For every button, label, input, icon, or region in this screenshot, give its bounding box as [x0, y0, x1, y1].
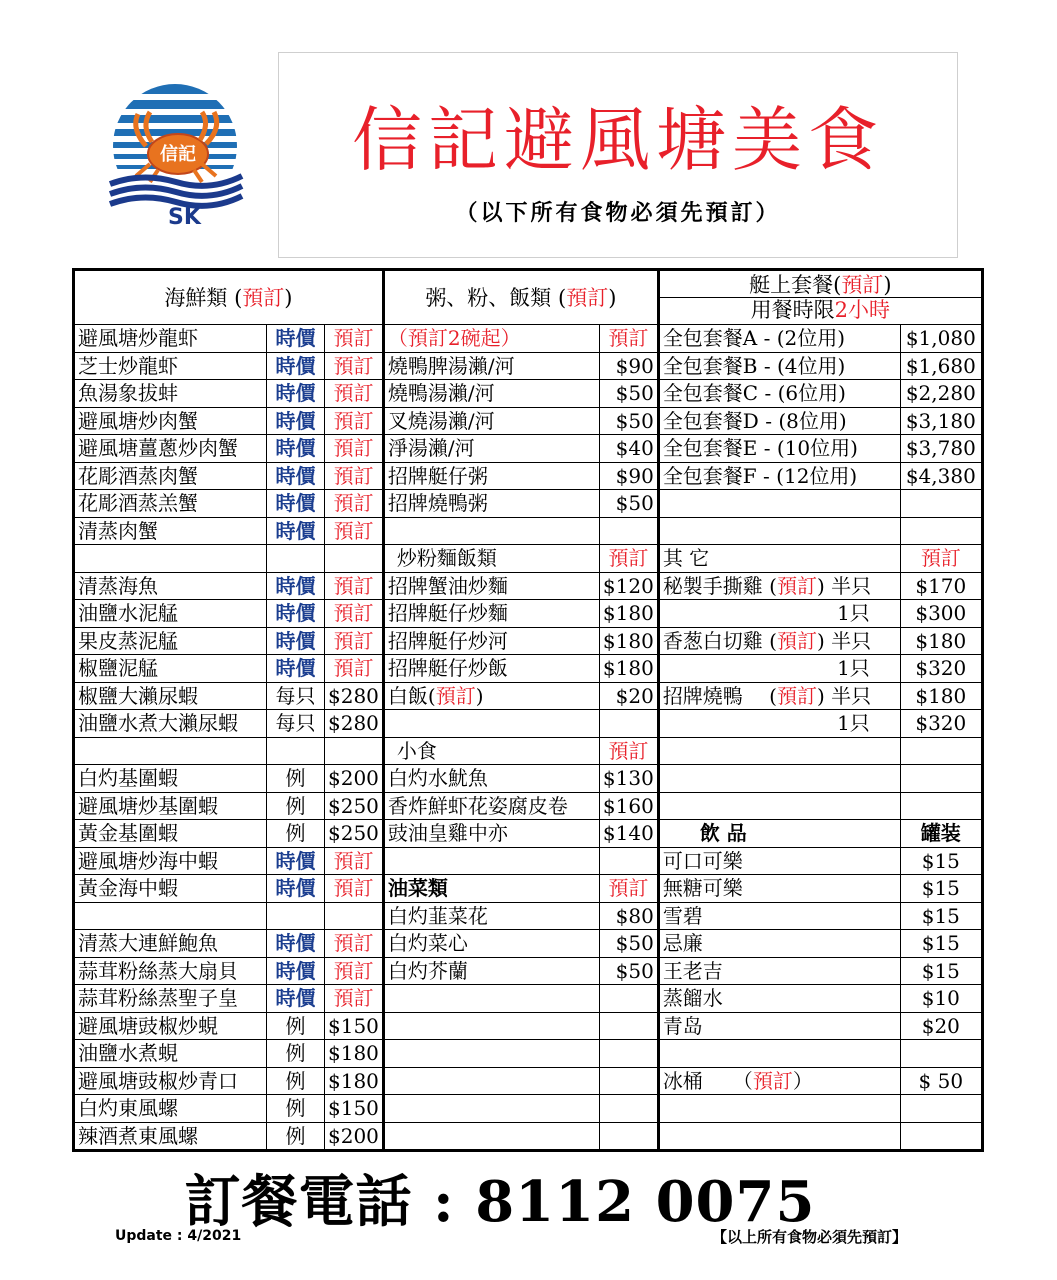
rice-price: $90 [599, 462, 658, 490]
rice-price: 預訂 [599, 545, 658, 573]
menu-row [74, 737, 983, 765]
set-item: 全包套餐A - (2位用) [658, 325, 900, 353]
seafood-item: 花彫酒蒸羔蟹 [74, 490, 267, 518]
rice-item: 叉燒湯瀨/河 [383, 407, 599, 435]
menu-row [74, 957, 983, 985]
seafood-price-type [267, 902, 325, 930]
seafood-item: 芝士炒龍虾 [74, 352, 267, 380]
seafood-item: 白灼基圍蝦 [74, 765, 267, 793]
rice-item [383, 985, 599, 1013]
seafood-price-type: 時價 [267, 572, 325, 600]
set-item: 無糖可樂 [658, 875, 900, 903]
rice-item [383, 710, 599, 738]
seafood-price: 預訂 [325, 655, 384, 683]
set-item [658, 765, 900, 793]
preorder-footnote: 【以上所有食物必須先預訂】 [712, 1228, 908, 1246]
rice-price [599, 1122, 658, 1151]
menu-row [74, 820, 983, 848]
seafood-item: 油鹽水煮蜆 [74, 1040, 267, 1068]
menu-row [74, 435, 983, 463]
rice-price: $140 [599, 820, 658, 848]
set-item: 冰桶 （預訂） [658, 1067, 900, 1095]
set-price: $320 [900, 655, 982, 683]
seafood-price-type: 時價 [267, 985, 325, 1013]
seafood-price: 預訂 [325, 957, 384, 985]
seafood-item [74, 545, 267, 573]
menu-row [74, 902, 983, 930]
rice-item: 招牌燒鴨粥 [383, 490, 599, 518]
header-row [74, 270, 983, 325]
menu-row [74, 765, 983, 793]
seafood-item: 椒鹽大瀨尿蝦 [74, 682, 267, 710]
seafood-price: $180 [325, 1067, 384, 1095]
seafood-price-type: 時價 [267, 847, 325, 875]
set-item: 全包套餐B - (4位用) [658, 352, 900, 380]
menu-row [74, 682, 983, 710]
set-price: $10 [900, 985, 982, 1013]
set-item: 可口可樂 [658, 847, 900, 875]
set-item: 招牌燒鴨 (預訂) 半只 [658, 682, 900, 710]
seafood-price-type: 每只 [267, 710, 325, 738]
set-price [900, 765, 982, 793]
seafood-price: 預訂 [325, 352, 384, 380]
rice-price: $120 [599, 572, 658, 600]
set-item: 王老吉 [658, 957, 900, 985]
rice-price: 預訂 [599, 875, 658, 903]
seafood-item: 避風塘豉椒炒青口 [74, 1067, 267, 1095]
menu-row [74, 545, 983, 573]
menu-row [74, 655, 983, 683]
rice-price [599, 517, 658, 545]
rice-item: 香炸鮮虾花姿腐皮卷 [383, 792, 599, 820]
set-price: $20 [900, 1012, 982, 1040]
set-item [658, 517, 900, 545]
seafood-price: 預訂 [325, 325, 384, 353]
set-price [900, 1122, 982, 1151]
menu-row [74, 930, 983, 958]
set-price: 預訂 [900, 545, 982, 573]
set-item: 全包套餐F - (12位用) [658, 462, 900, 490]
set-item: 全包套餐E - (10位用) [658, 435, 900, 463]
seafood-item: 果皮蒸泥艋 [74, 627, 267, 655]
seafood-price [325, 737, 384, 765]
set-price [900, 490, 982, 518]
header-seafood: 海鮮類 (預訂) [74, 270, 384, 325]
set-item: 其 它 [658, 545, 900, 573]
seafood-price-type: 例 [267, 820, 325, 848]
seafood-price-type: 時價 [267, 325, 325, 353]
seafood-price-type: 時價 [267, 435, 325, 463]
rice-item [383, 1067, 599, 1095]
rice-price: 預訂 [599, 737, 658, 765]
update-date: Update : 4/2021 [115, 1228, 242, 1244]
seafood-price-type: 時價 [267, 380, 325, 408]
seafood-price: $180 [325, 1040, 384, 1068]
set-item: 全包套餐C - (6位用) [658, 380, 900, 408]
rice-item [383, 1122, 599, 1151]
seafood-item: 魚湯象拔蚌 [74, 380, 267, 408]
menu-row [74, 490, 983, 518]
seafood-price-type: 例 [267, 1040, 325, 1068]
rice-item: 白灼菜心 [383, 930, 599, 958]
seafood-item [74, 902, 267, 930]
order-phone: 訂餐電話 : 8112 0075 [184, 1169, 816, 1235]
set-price: $15 [900, 847, 982, 875]
rice-item: 白飯(預訂) [383, 682, 599, 710]
seafood-item: 避風塘炒肉蟹 [74, 407, 267, 435]
set-price: $15 [900, 930, 982, 958]
seafood-item: 蒜茸粉絲蒸聖子皇 [74, 985, 267, 1013]
set-price: $15 [900, 902, 982, 930]
set-price: $4,380 [900, 462, 982, 490]
menu-row [74, 352, 983, 380]
seafood-price: 預訂 [325, 380, 384, 408]
set-price [900, 1095, 982, 1123]
seafood-price-type: 例 [267, 792, 325, 820]
set-price [900, 517, 982, 545]
rice-item: 招牌艇仔炒飯 [383, 655, 599, 683]
seafood-item [74, 737, 267, 765]
rice-price [599, 1067, 658, 1095]
seafood-price-type: 時價 [267, 655, 325, 683]
set-price: $180 [900, 627, 982, 655]
rice-price: $20 [599, 682, 658, 710]
menu-row [74, 407, 983, 435]
set-price [900, 1040, 982, 1068]
seafood-price: 預訂 [325, 985, 384, 1013]
set-price: $320 [900, 710, 982, 738]
set-item: 香葱白切雞 (預訂) 半只 [658, 627, 900, 655]
rice-item: 燒鴨湯瀨/河 [383, 380, 599, 408]
set-price: $1,680 [900, 352, 982, 380]
set-price: $15 [900, 875, 982, 903]
rice-price: 預訂 [599, 325, 658, 353]
seafood-price-type: 時價 [267, 352, 325, 380]
seafood-price-type: 時價 [267, 517, 325, 545]
seafood-price: $250 [325, 820, 384, 848]
menu-row [74, 1067, 983, 1095]
set-item: 1只 [658, 710, 900, 738]
menu-row [74, 380, 983, 408]
rice-price [599, 985, 658, 1013]
seafood-item: 辣酒煮東風螺 [74, 1122, 267, 1151]
set-price [900, 737, 982, 765]
set-item: 青岛 [658, 1012, 900, 1040]
rice-item: 招牌艇仔粥 [383, 462, 599, 490]
set-item: 雪碧 [658, 902, 900, 930]
seafood-item: 油鹽水泥艋 [74, 600, 267, 628]
seafood-item: 油鹽水煮大瀨尿蝦 [74, 710, 267, 738]
set-item [658, 1095, 900, 1123]
seafood-item: 白灼東風螺 [74, 1095, 267, 1123]
rice-price: $50 [599, 407, 658, 435]
set-item [658, 1122, 900, 1151]
rice-price [599, 1040, 658, 1068]
rice-item [383, 517, 599, 545]
rice-price [599, 1012, 658, 1040]
seafood-price-type: 例 [267, 1095, 325, 1123]
seafood-price: $250 [325, 792, 384, 820]
seafood-item: 清蒸肉蟹 [74, 517, 267, 545]
seafood-item: 避風塘炒海中蝦 [74, 847, 267, 875]
header-rice-noodles: 粥、粉、飯類 (預訂) [383, 270, 658, 325]
menu-row [74, 710, 983, 738]
rice-item: 白灼韮菜花 [383, 902, 599, 930]
seafood-price-type: 時價 [267, 957, 325, 985]
menu-row [74, 517, 983, 545]
set-price: $2,280 [900, 380, 982, 408]
rice-item: 白灼芥蘭 [383, 957, 599, 985]
seafood-price-type: 例 [267, 765, 325, 793]
seafood-price: $200 [325, 1122, 384, 1151]
seafood-price: $280 [325, 710, 384, 738]
seafood-price: 預訂 [325, 407, 384, 435]
menu-row [74, 1012, 983, 1040]
rice-price: $50 [599, 380, 658, 408]
menu-row [74, 847, 983, 875]
title-box [278, 52, 958, 258]
seafood-price-type: 例 [267, 1122, 325, 1151]
seafood-item: 清蒸大連鮮鮑魚 [74, 930, 267, 958]
rice-price [599, 710, 658, 738]
seafood-item: 避風塘炒基圍蝦 [74, 792, 267, 820]
set-price [900, 792, 982, 820]
seafood-price-type: 時價 [267, 930, 325, 958]
rice-item [383, 1095, 599, 1123]
rice-item: 白灼水魷魚 [383, 765, 599, 793]
menu-row [74, 1040, 983, 1068]
set-item: 蒸餾水 [658, 985, 900, 1013]
seafood-item: 避風塘薑蔥炒肉蟹 [74, 435, 267, 463]
seafood-price: 預訂 [325, 517, 384, 545]
rice-price: $50 [599, 490, 658, 518]
preorder-notice: （以下所有食物必須先預訂） [455, 200, 781, 226]
set-item [658, 792, 900, 820]
rice-item: （預訂2碗起） [383, 325, 599, 353]
rice-item: 豉油皇雞中亦 [383, 820, 599, 848]
seafood-price: 預訂 [325, 572, 384, 600]
rice-price: $160 [599, 792, 658, 820]
rice-price [599, 847, 658, 875]
rice-item [383, 1040, 599, 1068]
seafood-price: 預訂 [325, 875, 384, 903]
seafood-item: 避風塘炒龍虾 [74, 325, 267, 353]
rice-item: 招牌蟹油炒麵 [383, 572, 599, 600]
logo-text: 信記 [160, 144, 196, 165]
menu-row [74, 600, 983, 628]
set-price: 罐装 [900, 820, 982, 848]
seafood-price-type: 例 [267, 1067, 325, 1095]
set-item: 1只 [658, 655, 900, 683]
set-price: $170 [900, 572, 982, 600]
seafood-item: 清蒸海魚 [74, 572, 267, 600]
set-price: $300 [900, 600, 982, 628]
set-item: 飲 品 [658, 820, 900, 848]
seafood-price: 預訂 [325, 600, 384, 628]
seafood-price-type: 時價 [267, 407, 325, 435]
rice-price [599, 1095, 658, 1123]
menu-row [74, 627, 983, 655]
set-price: $3,180 [900, 407, 982, 435]
rice-price: $40 [599, 435, 658, 463]
seafood-price [325, 902, 384, 930]
logo-sk-text: SK [168, 205, 201, 226]
seafood-price: $200 [325, 765, 384, 793]
seafood-price: $150 [325, 1012, 384, 1040]
menu-row [74, 462, 983, 490]
seafood-price-type: 例 [267, 1012, 325, 1040]
rice-price: $80 [599, 902, 658, 930]
seafood-price-type: 時價 [267, 490, 325, 518]
seafood-price: $150 [325, 1095, 384, 1123]
rice-price: $180 [599, 627, 658, 655]
set-item: 秘製手撕雞 (預訂) 半只 [658, 572, 900, 600]
seafood-price-type [267, 737, 325, 765]
set-item [658, 737, 900, 765]
rice-item [383, 1012, 599, 1040]
rice-price: $130 [599, 765, 658, 793]
set-price: $ 50 [900, 1067, 982, 1095]
menu-table [72, 268, 984, 1152]
seafood-price: 預訂 [325, 627, 384, 655]
menu-row [74, 1095, 983, 1123]
seafood-price: $280 [325, 682, 384, 710]
rice-item: 招牌艇仔炒麵 [383, 600, 599, 628]
seafood-price: 預訂 [325, 462, 384, 490]
seafood-item: 黃金基圍蝦 [74, 820, 267, 848]
set-item [658, 1040, 900, 1068]
rice-price: $50 [599, 930, 658, 958]
rice-price: $180 [599, 600, 658, 628]
set-price: $180 [900, 682, 982, 710]
seafood-price: 預訂 [325, 930, 384, 958]
seafood-price [325, 545, 384, 573]
seafood-price-type: 時價 [267, 600, 325, 628]
rice-item: 小食 [383, 737, 599, 765]
menu-row [74, 572, 983, 600]
seafood-item: 蒜茸粉絲蒸大扇貝 [74, 957, 267, 985]
seafood-price-type: 時價 [267, 462, 325, 490]
header-boat-set: 艇上套餐(預訂) 用餐時限2小時 [658, 270, 982, 325]
seafood-price: 預訂 [325, 435, 384, 463]
menu-row [74, 792, 983, 820]
seafood-price-type [267, 545, 325, 573]
seafood-price-type: 時價 [267, 627, 325, 655]
menu-row [74, 875, 983, 903]
rice-item: 炒粉麵飯類 [383, 545, 599, 573]
rice-item [383, 847, 599, 875]
set-price: $3,780 [900, 435, 982, 463]
set-price: $15 [900, 957, 982, 985]
logo [106, 84, 244, 226]
rice-price: $180 [599, 655, 658, 683]
set-item [658, 490, 900, 518]
restaurant-title: 信記避風塘美食 [352, 99, 884, 181]
seafood-price-type: 時價 [267, 875, 325, 903]
rice-item: 燒鴨脾湯瀨/河 [383, 352, 599, 380]
rice-item: 油菜類 [383, 875, 599, 903]
seafood-price: 預訂 [325, 490, 384, 518]
seafood-item: 避風塘豉椒炒蜆 [74, 1012, 267, 1040]
set-item: 1只 [658, 600, 900, 628]
seafood-price-type: 每只 [267, 682, 325, 710]
rice-item: 招牌艇仔炒河 [383, 627, 599, 655]
menu-row [74, 325, 983, 353]
rice-item: 淨湯瀨/河 [383, 435, 599, 463]
rice-price: $90 [599, 352, 658, 380]
seafood-item: 椒鹽泥艋 [74, 655, 267, 683]
set-price: $1,080 [900, 325, 982, 353]
crab-logo-icon [106, 84, 244, 226]
rice-price: $50 [599, 957, 658, 985]
seafood-item: 花彫酒蒸肉蟹 [74, 462, 267, 490]
seafood-price: 預訂 [325, 847, 384, 875]
seafood-item: 黃金海中蝦 [74, 875, 267, 903]
menu-row [74, 1122, 983, 1151]
set-item: 全包套餐D - (8位用) [658, 407, 900, 435]
set-item: 忌廉 [658, 930, 900, 958]
menu-row [74, 985, 983, 1013]
